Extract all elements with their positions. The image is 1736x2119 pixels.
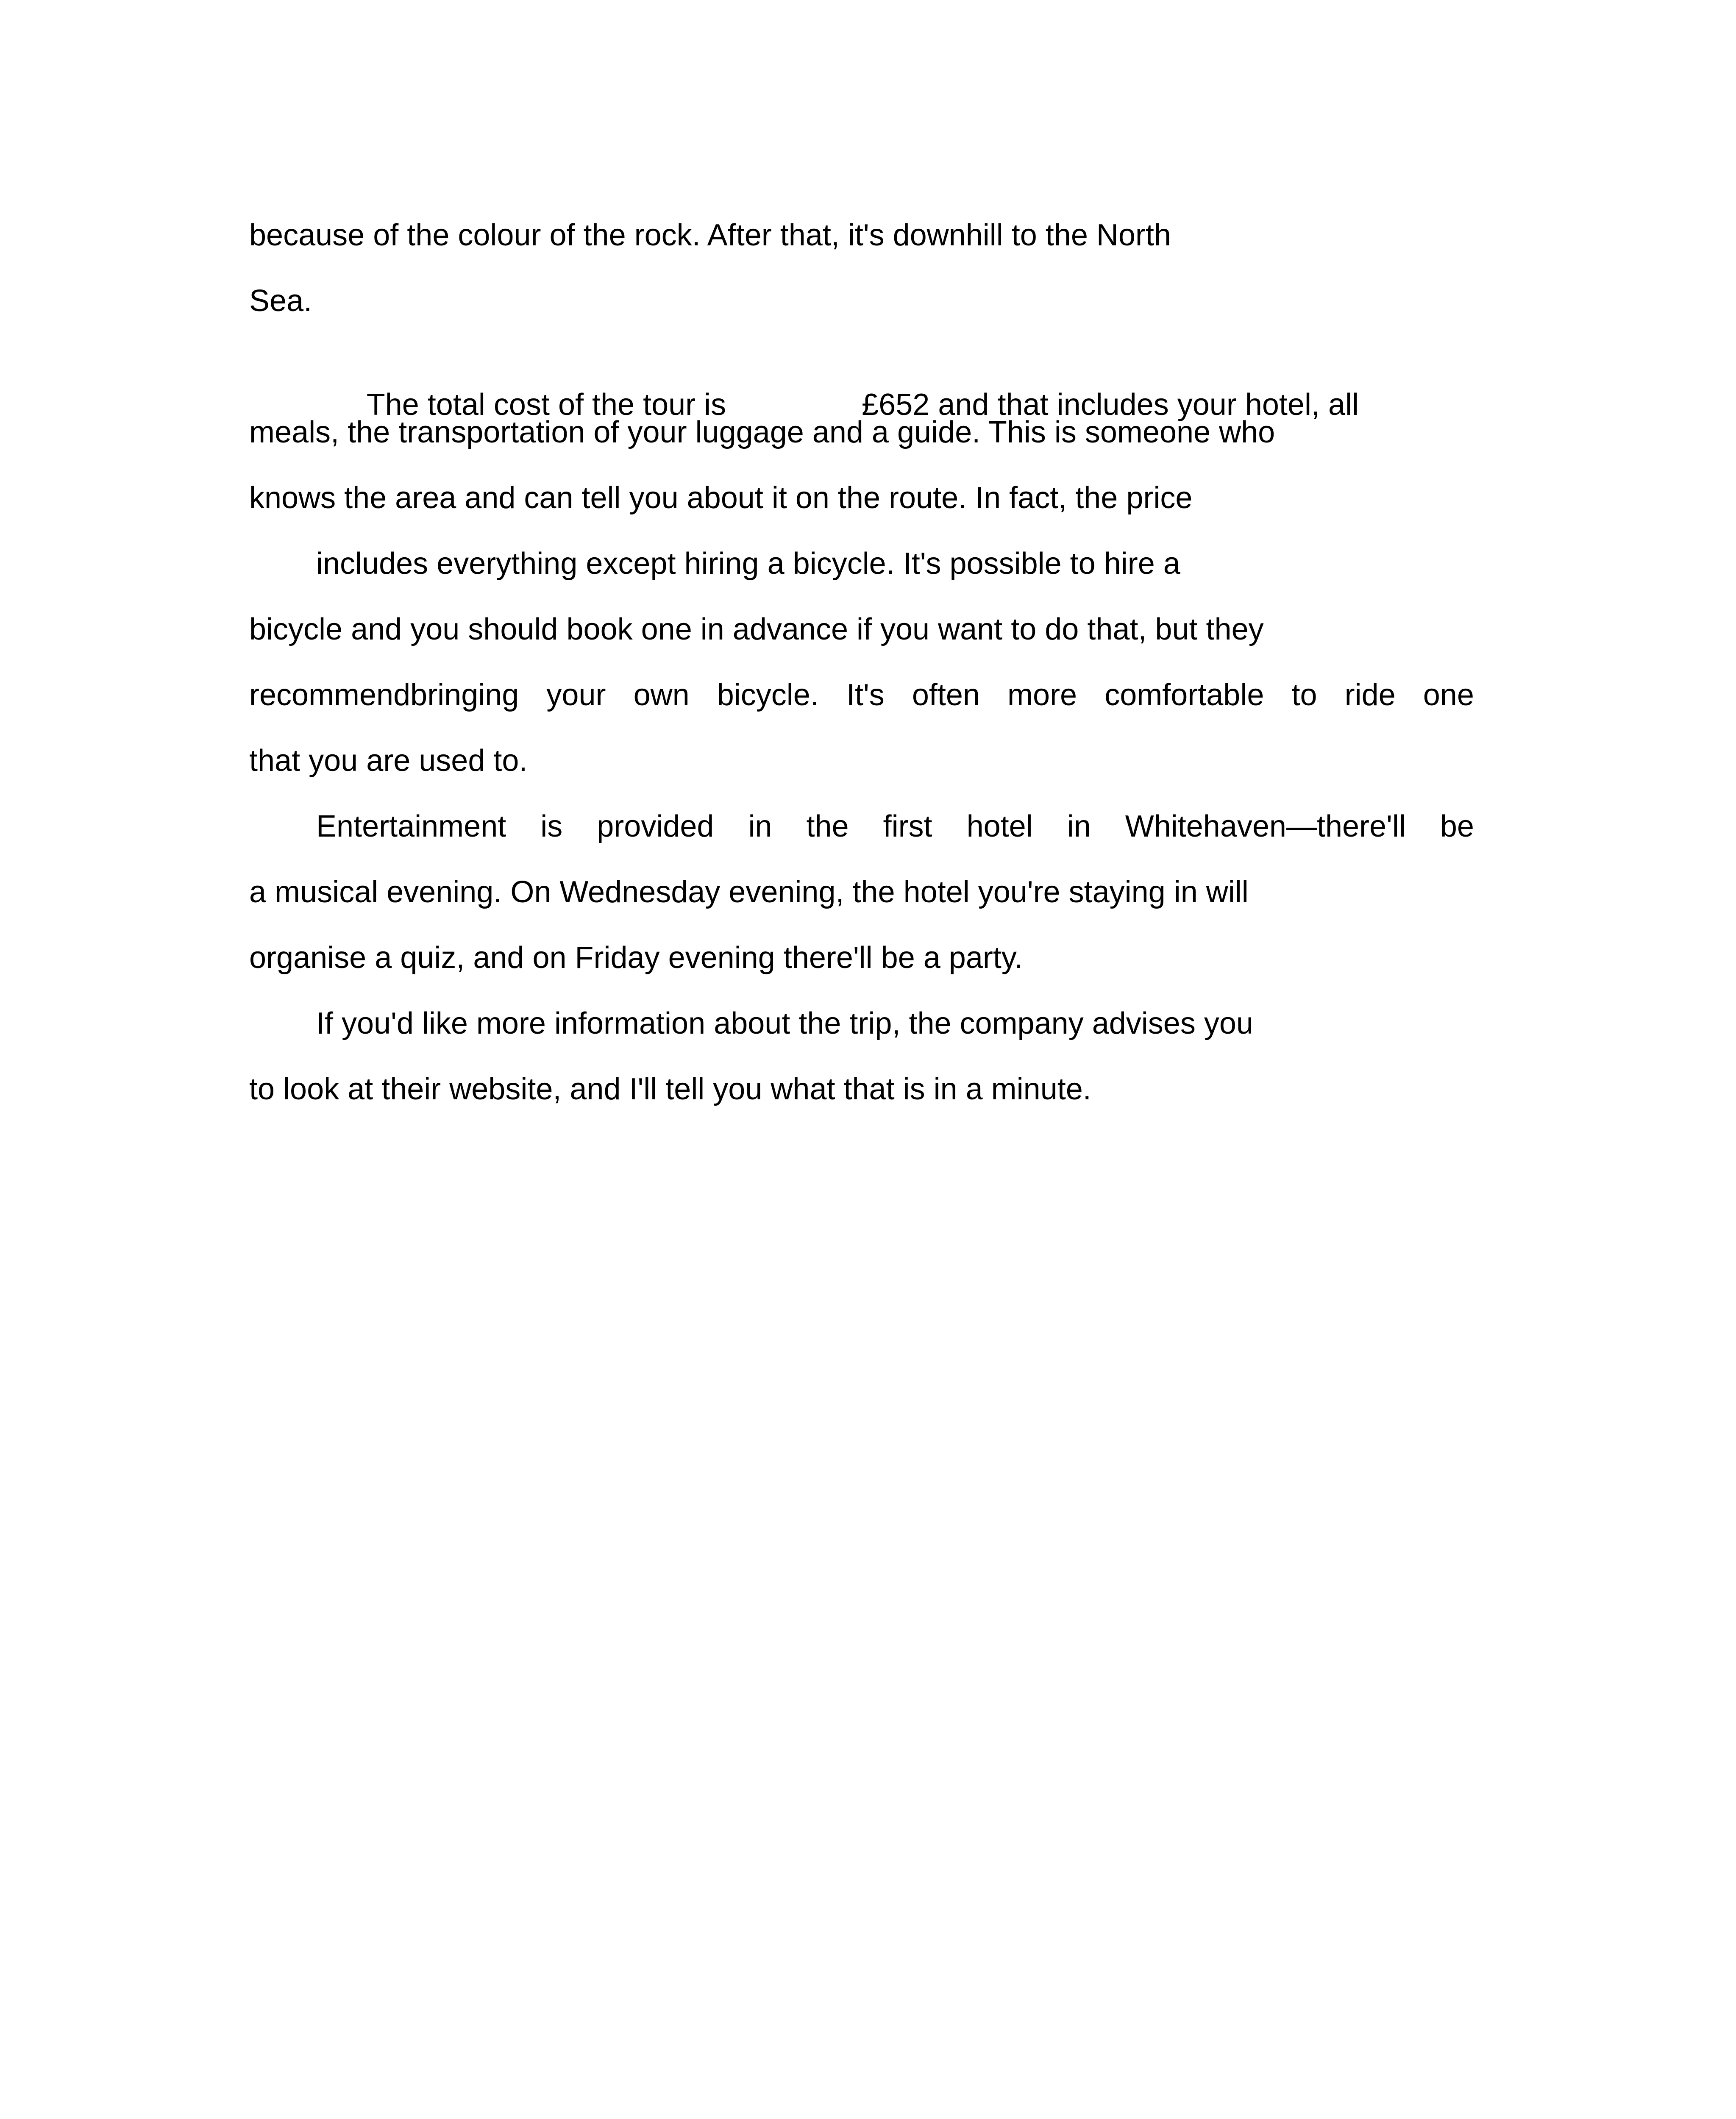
word: own <box>633 678 690 712</box>
word: in <box>748 809 772 843</box>
text-line-justified <box>316 807 1474 845</box>
word: in <box>1067 809 1091 843</box>
text-line: meals, the transportation of your luggage and a guide. This is someone who <box>249 415 1275 449</box>
text-line: a musical evening. On Wednesday evening, the hotel you're staying in will <box>249 875 1249 909</box>
word: comfortable <box>1104 678 1264 712</box>
word: more <box>1007 678 1077 712</box>
text-line-justified <box>249 676 1474 714</box>
text-line: knows the area and can tell you about it on the route. In fact, the price <box>249 481 1193 515</box>
word: first <box>883 809 932 843</box>
word: one <box>1423 678 1474 712</box>
word: ride <box>1344 678 1396 712</box>
word: Whitehaven—there'll <box>1125 809 1406 843</box>
word: is <box>540 809 563 843</box>
word: the <box>806 809 849 843</box>
text-line: If you'd like more information about the trip, the company advises you <box>316 1007 1253 1040</box>
word: It's <box>846 678 885 712</box>
word: provided <box>597 809 714 843</box>
text-line: Sea. <box>249 284 312 318</box>
text-line: because of the colour of the rock. After that, it's downhill to the North <box>249 218 1171 252</box>
text-line: organise a quiz, and on Friday evening there'll be a party. <box>249 941 1023 975</box>
text-line: to look at their website, and I'll tell you what that is in a minute. <box>249 1072 1091 1106</box>
text-line-cost <box>316 348 1359 422</box>
word: recommendbringing <box>249 678 519 712</box>
word: your <box>546 678 606 712</box>
word: to <box>1291 678 1317 712</box>
word: often <box>912 678 980 712</box>
price-text: £652 and that includes your hotel, all <box>862 388 1359 422</box>
text-line: that you are used to. <box>249 744 528 778</box>
word: Entertainment <box>316 809 506 843</box>
word: be <box>1440 809 1474 843</box>
text-line: includes everything except hiring a bicycle. It's possible to hire a <box>316 547 1180 581</box>
text-segment: The total cost of the tour is <box>366 388 726 422</box>
text-line: bicycle and you should book one in advance if you want to do that, but they <box>249 612 1264 646</box>
word: bicycle. <box>717 678 819 712</box>
word: hotel <box>966 809 1033 843</box>
